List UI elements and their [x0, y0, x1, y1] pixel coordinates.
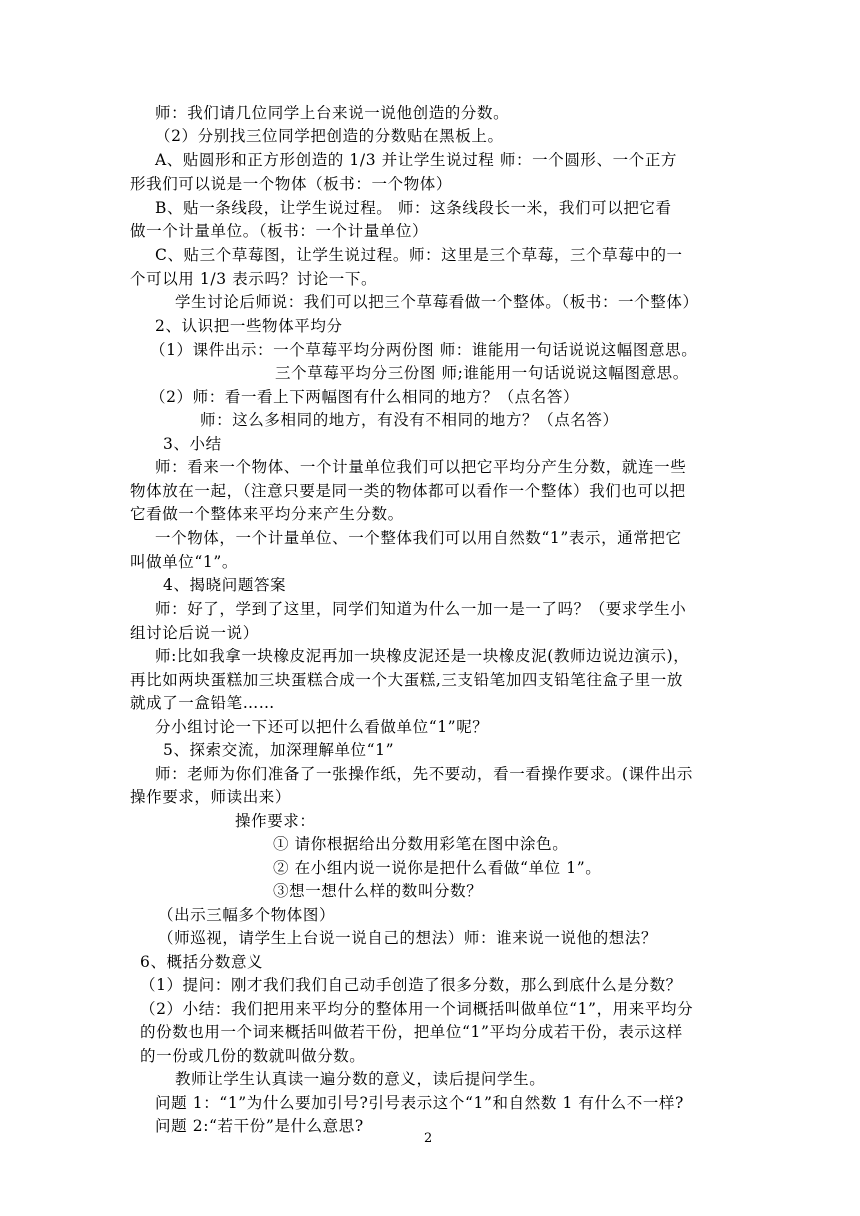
text-line: 做一个计量单位。（板书：一个计量单位） — [130, 222, 429, 240]
text-line: 师：我们请几位同学上台来说一说他创造的分数。 — [155, 104, 510, 122]
text-line: 分小组讨论一下还可以把什么看做单位“1”呢？ — [155, 718, 489, 736]
text-line: 组讨论后说一说） — [130, 624, 259, 642]
text-line: 一个物体，一个计量单位、一个整体我们可以用自然数“1”表示，通常把它 — [155, 529, 682, 547]
section-heading: 3、小结 — [163, 435, 222, 453]
list-item: ② 在小组内说一说你是把什么看做“单位 1”。 — [273, 859, 602, 877]
section-heading: 6、概括分数意义 — [140, 953, 264, 971]
section-heading: 2、认识把一些物体平均分 — [155, 317, 343, 335]
text-line: 再比如两块蛋糕加三块蛋糕合成一个大蛋糕,三支铅笔加四支铅笔往盒子里一放 — [130, 671, 683, 689]
text-line: 教师让学生认真读一遍分数的意义，读后提问学生。 — [175, 1070, 546, 1088]
text-line: 学生讨论后师说：我们可以把三个草莓看做一个整体。（板书：一个整体） — [175, 293, 699, 311]
text-line: 师：看来一个物体、一个计量单位我们可以把它平均分产生分数，就连一些 — [155, 458, 687, 476]
text-line: 师:比如我拿一块橡皮泥再加一块橡皮泥还是一块橡皮泥(教师边说边演示)， — [155, 647, 690, 665]
text-line: 师：这么多相同的地方，有没有不相同的地方？（点名答） — [200, 411, 619, 429]
text-line: 形我们可以说是一个物体（板书：一个物体） — [130, 175, 453, 193]
text-line: 就成了一盒铅笔…… — [130, 694, 275, 712]
text-line: 三个草莓平均分三份图 师;谁能用一句话说说这幅图意思。 — [275, 364, 689, 382]
section-heading: 4、揭晓问题答案 — [163, 576, 287, 594]
text-line: （2）小结：我们把用来平均分的整体用一个词概括叫做单位“1”，用来平均分 — [140, 1000, 694, 1018]
text-line: （2）分别找三位同学把创造的分数贴在黑板上。 — [155, 127, 504, 145]
text-line: 操作要求，师读出来） — [130, 788, 292, 806]
text-line: 个可以用 1/3 表示吗？讨论一下。 — [130, 270, 378, 288]
text-line: 问题 1：“1”为什么要加引号?引号表示这个“1”和自然数 1 有什么不一样? — [155, 1094, 684, 1112]
text-line: A、贴圆形和正方形创造的 1/3 并让学生说过程 师：一个圆形、一个正方 — [155, 151, 678, 169]
text-line: （1）提问：刚才我们我们自己动手创造了很多分数，那么到底什么是分数？ — [140, 976, 682, 994]
text-line: （1）课件出示：一个草莓平均分两份图 师：谁能用一句话说说这幅图意思。 — [150, 341, 698, 359]
text-line: 师：好了，学到了这里，同学们知道为什么一加一是一了吗？（要求学生小 — [155, 600, 687, 618]
text-line: C、贴三个草莓图，让学生说过程。师：这里是三个草莓，三个草莓中的一 — [155, 246, 683, 264]
text-line: 的份数也用一个词来概括叫做若干份，把单位“1”平均分成若干份，表示这样 — [140, 1023, 683, 1041]
text-line: （师巡视，请学生上台说一说自己的想法）师：谁来说一说他的想法？ — [158, 929, 658, 947]
text-line: 物体放在一起，（注意只要是同一类的物体都可以看作一个整体）我们也可以把 — [130, 482, 686, 500]
text-line: （出示三幅多个物体图） — [158, 906, 336, 924]
text-line: 问题 2:“若干份”是什么意思? — [155, 1117, 364, 1135]
list-item: ③想一想什么样的数叫分数？ — [273, 882, 483, 900]
text-line: 叫做单位“1”。 — [130, 553, 239, 571]
list-item: ① 请你根据给出分数用彩笔在图中涂色。 — [273, 835, 569, 853]
text-line: 师：老师为你们准备了一张操作纸，先不要动，看一看操作要求。(课件出示 — [155, 765, 693, 783]
text-line: 的一份或几份的数就叫做分数。 — [140, 1047, 366, 1065]
section-heading: 5、探索交流，加深理解单位“1” — [163, 741, 395, 759]
text-line: 操作要求： — [235, 812, 316, 830]
text-line: B、贴一条线段，让学生说过程。 师：这条线段长一米，我们可以把它看 — [155, 199, 672, 217]
text-line: （2）师：看一看上下两幅图有什么相同的地方？（点名答） — [150, 388, 580, 406]
text-line: 它看做一个整体来平均分来产生分数。 — [130, 505, 404, 523]
page-number: 2 — [424, 1131, 433, 1146]
